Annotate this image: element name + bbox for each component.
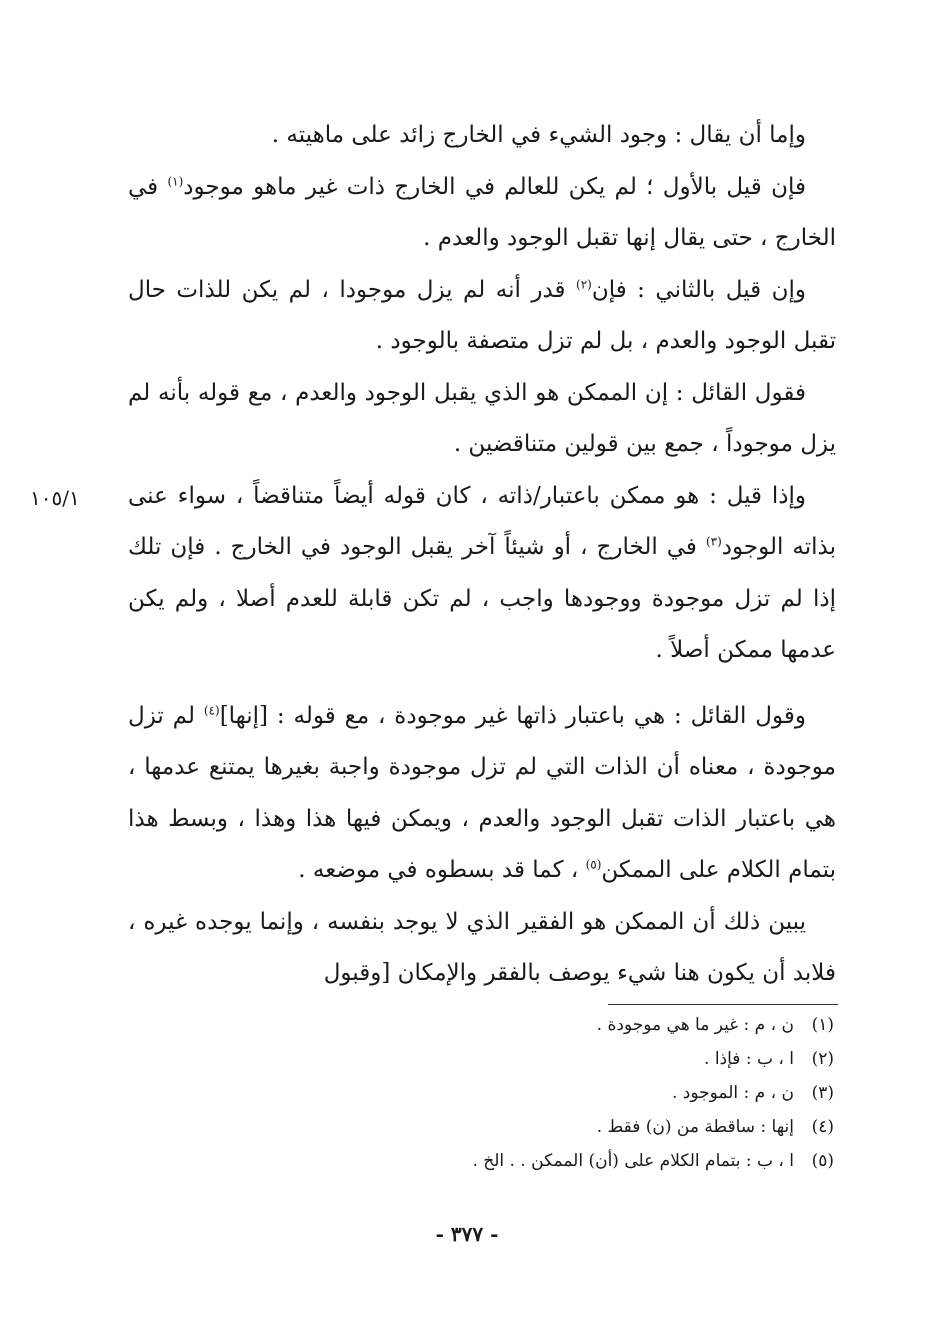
main-text bbox=[128, 110, 836, 1000]
paragraph-3: وإن قيل بالثاني : فإن$^{(٢)}$ قدر أنه لم يزل موجودا ، لم يكن للذات حال تقبل الوجود والعدم ، بل لم تزل متصفة بالوجود . bbox=[128, 276, 836, 354]
footnote-ref-1[interactable]: (١) bbox=[167, 173, 184, 188]
paragraph-1: وإما أن يقال : وجود الشيء في الخارج زائد على ماهيته . bbox=[271, 122, 806, 148]
footnote-2 bbox=[274, 1042, 834, 1076]
footnote-ref-5[interactable]: (٥) bbox=[585, 857, 602, 872]
footnote-number: (١) bbox=[811, 1015, 834, 1035]
footnote-ref-2[interactable]: (٢) bbox=[576, 276, 592, 291]
footnote-ref-3[interactable]: (٣) bbox=[705, 534, 722, 549]
footnote-text: ن ، م : غير ما هي موجودة . bbox=[596, 1015, 794, 1035]
footnote-number: (٤) bbox=[811, 1117, 834, 1137]
footnote-4 bbox=[274, 1110, 834, 1144]
margin-reference: ١٠٥/١ bbox=[30, 486, 80, 510]
footnote-text: إنها : ساقطة من (ن) فقط . bbox=[596, 1117, 794, 1137]
footnote-number: (٥) bbox=[811, 1151, 834, 1171]
paragraph-4: فقول القائل : إن الممكن هو الذي يقبل الوجود والعدم ، مع قوله بأنه لم يزل موجوداً ، جمع بين قولين متناقضين . bbox=[128, 379, 836, 457]
footnote-text: ن ، م : الموجود . bbox=[671, 1083, 794, 1103]
footnote-number: (٣) bbox=[811, 1083, 834, 1103]
footnote-ref-4[interactable]: (٤) bbox=[203, 702, 220, 717]
footnote-1 bbox=[274, 1008, 834, 1042]
footnote-number: (٢) bbox=[811, 1049, 834, 1069]
footnote-text: ا ، ب : فإذا . bbox=[704, 1049, 794, 1069]
paragraph-5: وإذا قيل : هو ممكن باعتبار/ذاته ، كان قوله أيضاً متناقضاً ، سواء عنى بذاته الوجود$^{(٣)}$ في الخارج ، أو شيئاً آخر يقبل الوجود في الخارج . فإن تلك إذا لم تزل موجودة ووجودها واجب ، لم تكن قابلة للعدم أصلا ، ولم يكن عدمها ممكن أصلاً . bbox=[128, 482, 836, 663]
footnote-5 bbox=[274, 1144, 834, 1178]
paragraph-7: يبين ذلك أن الممكن هو الفقير الذي لا يوجد بنفسه ، وإنما يوجده غيره ، فلابد أن يكون هنا شيء يوصف بالفقر والإمكان [وقبول bbox=[128, 908, 836, 986]
page-number: - ٣٧٧ - bbox=[435, 1222, 499, 1246]
footnote-divider bbox=[608, 1004, 838, 1005]
paragraph-6: وقول القائل : هي باعتبار ذاتها غير موجودة ، مع قوله : [إنها]$^{(٤)}$ لم تزل موجودة ، معناه أن الذات التي لم تزل موجودة واجبة بغيرها يمتنع عدمها ، هي باعتبار الذات تقبل الوجود والعدم ، ويمكن فيها هذا وهذا ، وبسط هذا بتمام الكلام على الممكن$^{(٥)}$ ، كما قد بسطوه في موضعه . bbox=[128, 702, 836, 883]
paragraph-2: فإن قيل بالأول ؛ لم يكن للعالم في الخارج ذات غير ماهو موجود$^{(١)}$ في الخارج ، حتى يقال إنها تقبل الوجود والعدم . bbox=[128, 173, 836, 251]
footnotes bbox=[274, 1008, 834, 1178]
footnote-text: ا ، ب : بتمام الكلام على (أن) الممكن . . الخ . bbox=[472, 1151, 794, 1171]
footnote-3 bbox=[274, 1076, 834, 1110]
